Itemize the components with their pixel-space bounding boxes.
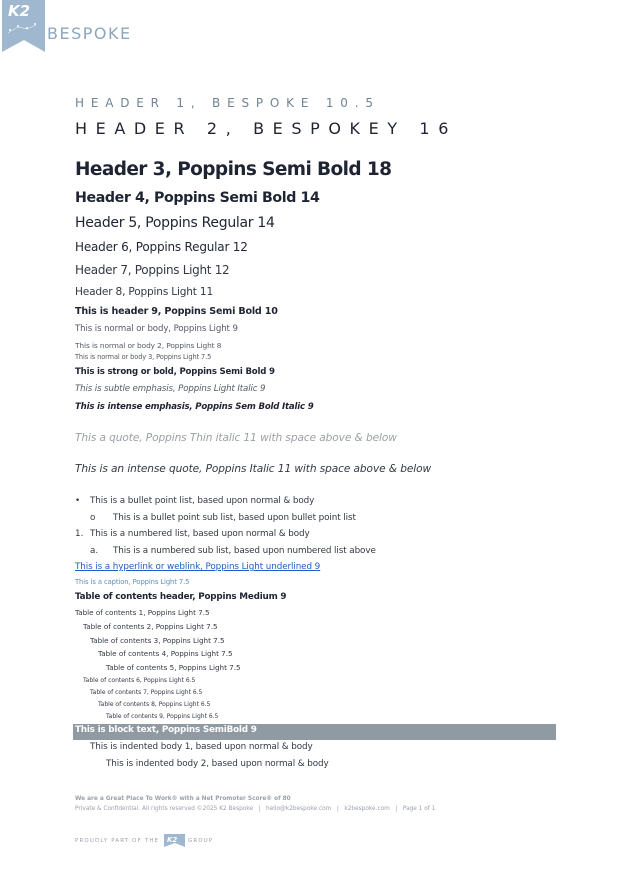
toc-entry-5[interactable]: Table of contents 5, Poppins Light 7.5: [106, 663, 241, 672]
toc-entry-1[interactable]: Table of contents 1, Poppins Light 7.5: [75, 608, 210, 617]
bullet-sub-marker: o: [90, 513, 96, 523]
quote-sample: This a quote, Poppins Thin italic 11 with space above & below: [75, 432, 397, 444]
header-3-sample: Header 3, Poppins Semi Bold 18: [75, 159, 392, 180]
footer-award-line: [75, 796, 291, 802]
toc-entry-9[interactable]: Table of contents 9, Poppins Light 6.5: [106, 713, 219, 720]
subtle-emphasis-sample: This is subtle emphasis, Poppins Light Italic 9: [75, 384, 266, 394]
hyperlink-sample[interactable]: This is a hyperlink or weblink, Poppins Light underlined 9: [75, 562, 321, 572]
header-8-sample: Header 8, Poppins Light 11: [75, 286, 213, 298]
numbered-sub-marker: a.: [90, 546, 99, 556]
logo-brand-text: BESPOKE: [47, 24, 132, 43]
header-5-sample: Header 5, Poppins Regular 14: [75, 215, 275, 231]
k2-group-logo-icon: [163, 834, 185, 847]
header-7-sample: Header 7, Poppins Light 12: [75, 263, 230, 277]
toc-entry-3[interactable]: Table of contents 3, Poppins Light 7.5: [90, 636, 225, 645]
toc-entry-8[interactable]: Table of contents 8, Poppins Light 6.5: [98, 701, 211, 708]
caption-sample: This is a caption, Poppins Light 7.5: [75, 578, 190, 586]
toc-header: Table of contents header, Poppins Medium 9: [75, 592, 287, 602]
header-2-sample: HEADER 2, BESPOKEY 16: [75, 119, 457, 138]
body-1-sample: This is normal or body, Poppins Light 9: [75, 324, 238, 334]
bullet-marker: •: [75, 496, 81, 506]
bullet-list-item: This is a bullet point list, based upon normal & body: [90, 496, 315, 506]
footer-legal-line: Private & Confidential. All rights reserved ©2025 K2 Bespoke | hello@k2bespoke.com | k2bespoke.com | Page 1 of 1: [75, 806, 436, 812]
k2-group-logo-text: K2: [167, 836, 178, 844]
numbered-sub-list-item: This is a numbered sub list, based upon numbered list above: [113, 546, 376, 556]
intense-emphasis-sample: This is intense emphasis, Poppins Sem Bold Italic 9: [75, 402, 314, 412]
intense-quote-sample: This is an intense quote, Poppins Italic 11 with space above & below: [75, 463, 432, 475]
strong-sample: This is strong or bold, Poppins Semi Bold 9: [75, 367, 275, 377]
numbered-marker: 1.: [75, 529, 84, 539]
body-3-sample: This is normal or body 3, Poppins Light 7.5: [75, 353, 212, 361]
header-1-sample: HEADER 1, BESPOKE 10.5: [75, 96, 380, 110]
numbered-list-item: This is a numbered list, based upon normal & body: [90, 529, 310, 539]
toc-entry-6[interactable]: Table of contents 6, Poppins Light 6.5: [83, 677, 196, 684]
block-text-bar: [73, 724, 556, 740]
indented-body-2: This is indented body 2, based upon normal & body: [106, 759, 329, 769]
toc-entry-2[interactable]: Table of contents 2, Poppins Light 7.5: [83, 622, 218, 631]
footer-proudly-text: PROUDLY PART OF THE: [75, 838, 160, 844]
body-2-sample: This is normal or body 2, Poppins Light 8: [75, 341, 222, 350]
header-6-sample: Header 6, Poppins Regular 12: [75, 240, 248, 254]
toc-entry-4[interactable]: Table of contents 4, Poppins Light 7.5: [98, 649, 233, 658]
footer-award-text: We are a Great Place To Work® with a Net Promoter Score® of 80: [75, 796, 291, 802]
footer-group-text: GROUP: [188, 838, 214, 844]
header-4-sample: Header 4, Poppins Semi Bold 14: [75, 190, 320, 206]
bullet-sub-list-item: This is a bullet point sub list, based upon bullet point list: [113, 513, 356, 523]
block-text-sample: This is block text, Poppins SemiBold 9: [75, 725, 257, 735]
k2-bespoke-logo: [0, 0, 160, 56]
logo-mark-text: K2: [8, 2, 31, 20]
header-9-sample: This is header 9, Poppins Semi Bold 10: [75, 306, 278, 317]
indented-body-1: This is indented body 1, based upon normal & body: [90, 742, 313, 752]
toc-entry-7[interactable]: Table of contents 7, Poppins Light 6.5: [90, 689, 203, 696]
